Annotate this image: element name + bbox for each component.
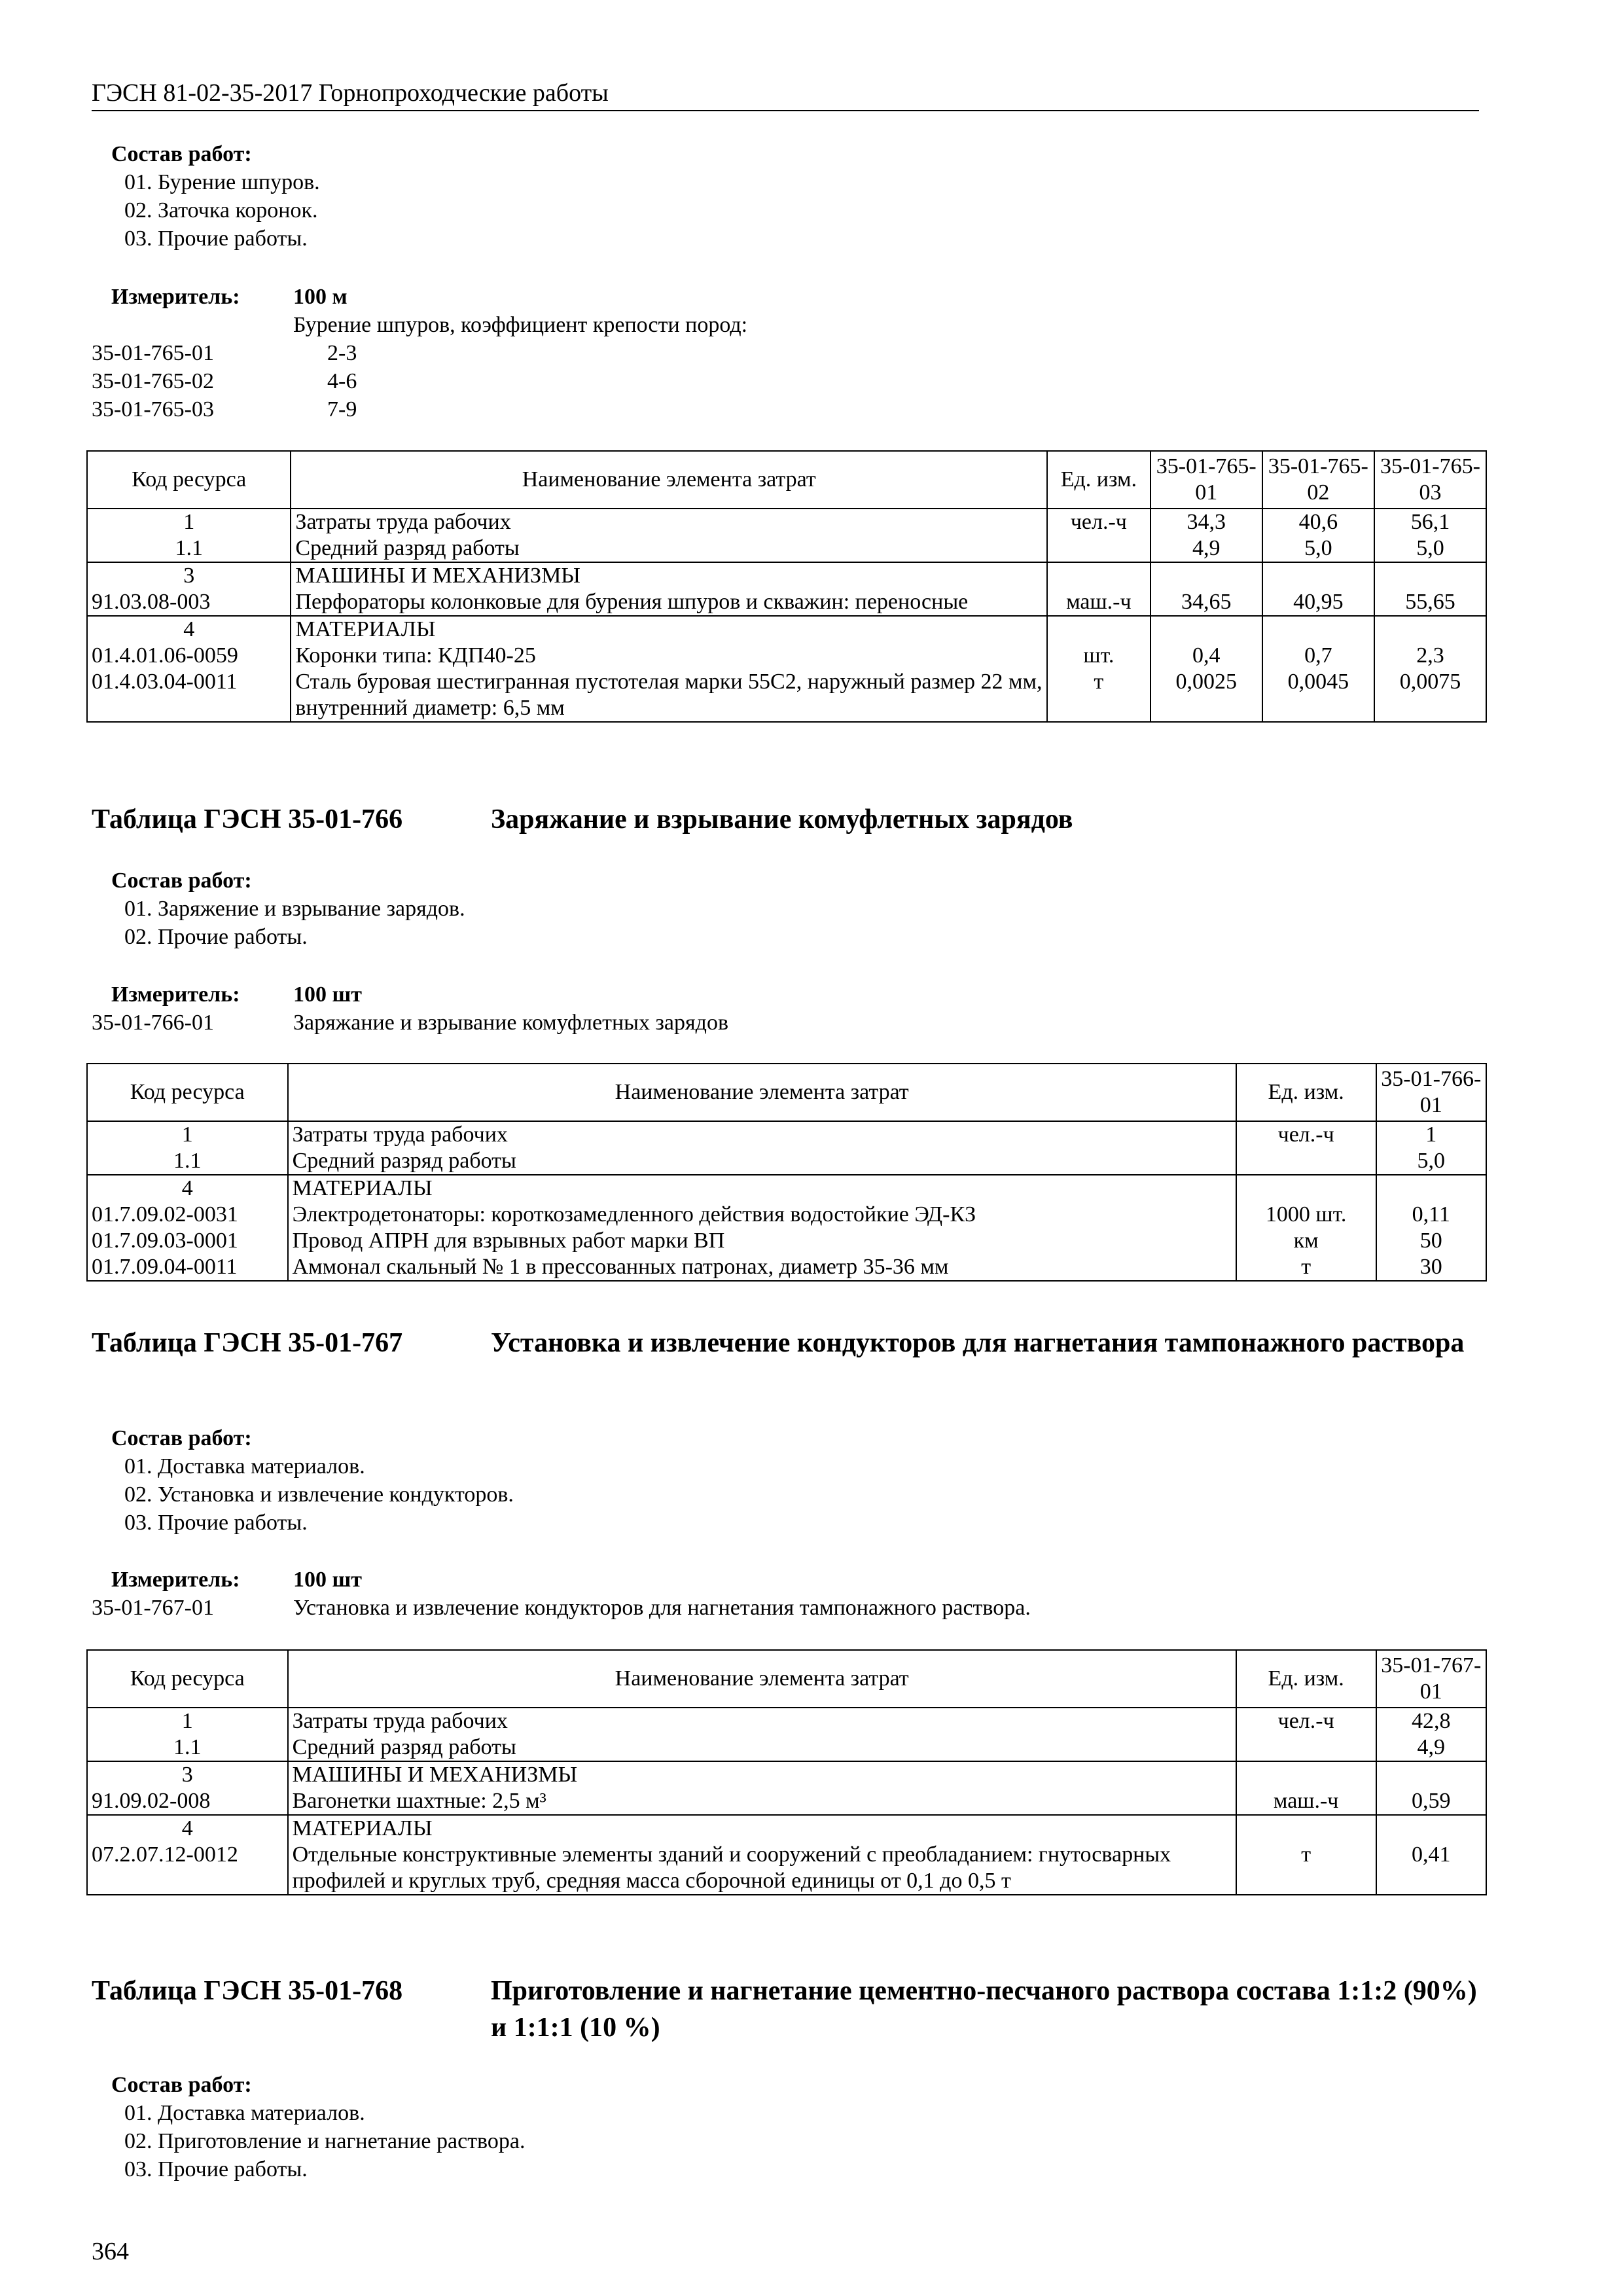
resource-group-name: МАШИНЫ И МЕХАНИЗМЫ: [288, 1761, 1236, 1788]
work-item: 02. Приготовление и нагнетание раствора.: [124, 2129, 526, 2153]
table-row: [87, 562, 1486, 589]
resource-name: Коронки типа: КДП40-25: [291, 643, 1047, 669]
work-item: 01. Доставка материалов.: [124, 1454, 365, 1479]
resource-name: Аммонал скальный № 1 в прессованных патронах, диаметр 35-36 мм: [288, 1254, 1236, 1281]
work-composition-title: Состав работ:: [111, 869, 252, 893]
table-row: [87, 535, 1486, 562]
work-item: 02. Установка и извлечение кондукторов.: [124, 1482, 514, 1507]
table-row: [87, 616, 1486, 643]
table-title-name: Приготовление и нагнетание цементно-песчаного раствора состава 1:1:2 (90%) и 1:1:1 (10 %): [491, 1976, 1477, 2043]
col-header-name: Наименование элемента затрат: [288, 1064, 1236, 1121]
resource-unit: км: [1236, 1228, 1376, 1254]
work-item: 01. Заряжение и взрывание зарядов.: [124, 897, 465, 921]
table-row: [87, 1815, 1486, 1842]
resource-value: 0,0045: [1262, 669, 1374, 722]
work-item: 03. Прочие работы.: [124, 1511, 308, 1535]
work-item: 01. Доставка материалов.: [124, 2101, 365, 2125]
resource-code: 01.4.01.06-0059: [87, 643, 291, 669]
norm-description: Установка и извлечение кондукторов для нагнетания тампонажного раствора.: [293, 1596, 1031, 1620]
resource-name: Затраты труда рабочих: [291, 509, 1047, 535]
resource-code: 01.7.09.03-0001: [87, 1228, 288, 1254]
table-row: [87, 1761, 1486, 1788]
table-row: [87, 1202, 1486, 1228]
resource-value: 0,7: [1262, 643, 1374, 669]
resource-name: Затраты труда рабочих: [288, 1708, 1236, 1734]
table-row: [87, 643, 1486, 669]
table-row: [87, 1254, 1486, 1281]
resource-group-name: МАШИНЫ И МЕХАНИЗМЫ: [291, 562, 1047, 589]
table-title-label: Таблица ГЭСН 35-01-768: [92, 1976, 403, 2006]
norm-description: Заряжание и взрывание комуфлетных зарядов: [293, 1011, 728, 1035]
resource-unit: чел.-ч: [1047, 509, 1150, 535]
resource-code: 01.4.03.04-0011: [87, 669, 291, 722]
resource-value: 5,0: [1262, 535, 1374, 562]
resource-value: 0,0075: [1374, 669, 1486, 722]
table-row: [87, 1175, 1486, 1202]
resource-value: 4,9: [1150, 535, 1262, 562]
resource-group-name: МАТЕРИАЛЫ: [288, 1815, 1236, 1842]
norm-value: 2-3: [327, 341, 357, 365]
work-item: 03. Прочие работы.: [124, 2157, 308, 2181]
norm-code: 35-01-765-02: [92, 369, 214, 393]
resource-value: 42,8: [1376, 1708, 1486, 1734]
meter-label: Измеритель:: [111, 285, 240, 309]
resource-name: Перфораторы колонковые для бурения шпуров и скважин: переносные: [291, 589, 1047, 616]
resource-unit: чел.-ч: [1236, 1708, 1376, 1734]
resource-value: 0,59: [1376, 1788, 1486, 1815]
resource-code: 4: [87, 1175, 288, 1202]
col-header-norm: 35-01-765-02: [1262, 451, 1374, 509]
resource-value: 4,9: [1376, 1734, 1486, 1761]
resource-value: 55,65: [1374, 589, 1486, 616]
work-composition-title: Состав работ:: [111, 1426, 252, 1450]
resource-code: 91.09.02-008: [87, 1788, 288, 1815]
col-header-name: Наименование элемента затрат: [288, 1650, 1236, 1708]
resource-table-765: [86, 450, 1487, 723]
col-header-name: Наименование элемента затрат: [291, 451, 1047, 509]
work-composition-title: Состав работ:: [111, 142, 252, 166]
table-row: [87, 1734, 1486, 1761]
resource-value: 34,3: [1150, 509, 1262, 535]
norm-code: 35-01-765-01: [92, 341, 214, 365]
resource-code: 4: [87, 1815, 288, 1842]
resource-value: 5,0: [1376, 1148, 1486, 1175]
resource-name: Электродетонаторы: короткозамедленного действия водостойкие ЭД-КЗ: [288, 1202, 1236, 1228]
meter-value: 100 м: [293, 285, 348, 309]
resource-code: 01.7.09.04-0011: [87, 1254, 288, 1281]
work-item: 03. Прочие работы.: [124, 226, 308, 251]
resource-code: 1: [87, 509, 291, 535]
table-row: [87, 1121, 1486, 1148]
col-header-norm: 35-01-765-01: [1150, 451, 1262, 509]
resource-unit: маш.-ч: [1047, 589, 1150, 616]
resource-code: 1: [87, 1121, 288, 1148]
resource-value: 5,0: [1374, 535, 1486, 562]
resource-unit: 1000 шт.: [1236, 1202, 1376, 1228]
col-header-code: Код ресурса: [87, 1650, 288, 1708]
resource-code: 4: [87, 616, 291, 643]
table-row: [87, 1228, 1486, 1254]
resource-name: Отдельные конструктивные элементы зданий и сооружений с преобладанием: гнутосварных профилей и круглых труб, средняя масса сборочной единицы от 0,1 до 0,5 т: [288, 1842, 1236, 1895]
resource-code: 3: [87, 562, 291, 589]
table-title-name: Установка и извлечение кондукторов для нагнетания тампонажного раствора: [491, 1328, 1465, 1358]
meter-label: Измеритель:: [111, 982, 240, 1007]
resource-value: 50: [1376, 1228, 1486, 1254]
norm-code: 35-01-765-03: [92, 397, 214, 422]
resource-unit: т: [1236, 1842, 1376, 1895]
resource-table-767: [86, 1649, 1487, 1895]
meter-description: Бурение шпуров, коэффициент крепости пород:: [293, 313, 748, 337]
col-header-unit: Ед. изм.: [1047, 451, 1150, 509]
resource-code: 1: [87, 1708, 288, 1734]
work-composition-title: Состав работ:: [111, 2073, 252, 2097]
col-header-norm: 35-01-767-01: [1376, 1650, 1486, 1708]
work-item: 01. Бурение шпуров.: [124, 170, 320, 194]
resource-table-766: [86, 1063, 1487, 1282]
norm-code: 35-01-767-01: [92, 1596, 214, 1620]
norm-value: 4-6: [327, 369, 357, 393]
resource-value: 0,41: [1376, 1842, 1486, 1895]
table-row: [87, 1788, 1486, 1815]
norm-code: 35-01-766-01: [92, 1011, 214, 1035]
table-title-label: Таблица ГЭСН 35-01-767: [92, 1328, 403, 1358]
resource-name: Затраты труда рабочих: [288, 1121, 1236, 1148]
meter-label: Измеритель:: [111, 1568, 240, 1592]
resource-unit: т: [1047, 669, 1150, 722]
table-row: [87, 589, 1486, 616]
resource-value: 2,3: [1374, 643, 1486, 669]
meter-value: 100 шт: [293, 982, 362, 1007]
resource-name: Средний разряд работы: [288, 1734, 1236, 1761]
col-header-unit: Ед. изм.: [1236, 1650, 1376, 1708]
resource-value: 56,1: [1374, 509, 1486, 535]
resource-value: 0,0025: [1150, 669, 1262, 722]
resource-code: 1.1: [87, 535, 291, 562]
resource-code: 1.1: [87, 1734, 288, 1761]
col-header-unit: Ед. изм.: [1236, 1064, 1376, 1121]
resource-name: Средний разряд работы: [291, 535, 1047, 562]
resource-name: Провод АПРН для взрывных работ марки ВП: [288, 1228, 1236, 1254]
table-row: [87, 669, 1486, 722]
resource-unit: маш.-ч: [1236, 1788, 1376, 1815]
page-number: 364: [92, 2238, 129, 2265]
table-row: [87, 1148, 1486, 1175]
work-item: 02. Заточка коронок.: [124, 198, 318, 223]
resource-group-name: МАТЕРИАЛЫ: [291, 616, 1047, 643]
table-title-name: Заряжание и взрывание комуфлетных зарядов: [491, 804, 1073, 834]
resource-code: 3: [87, 1761, 288, 1788]
resource-name: Средний разряд работы: [288, 1148, 1236, 1175]
work-item: 02. Прочие работы.: [124, 925, 308, 949]
col-header-code: Код ресурса: [87, 1064, 288, 1121]
col-header-norm: 35-01-766-01: [1376, 1064, 1486, 1121]
table-row: [87, 1708, 1486, 1734]
table-row: [87, 509, 1486, 535]
resource-unit: чел.-ч: [1236, 1121, 1376, 1148]
norm-value: 7-9: [327, 397, 357, 422]
resource-unit: [1047, 535, 1150, 562]
resource-value: 40,95: [1262, 589, 1374, 616]
resource-value: 34,65: [1150, 589, 1262, 616]
resource-value: 1: [1376, 1121, 1486, 1148]
resource-group-name: МАТЕРИАЛЫ: [288, 1175, 1236, 1202]
table-row: [87, 1842, 1486, 1895]
meter-value: 100 шт: [293, 1568, 362, 1592]
resource-name: Сталь буровая шестигранная пустотелая марки 55С2, наружный размер 22 мм, внутренний диаметр: 6,5 мм: [291, 669, 1047, 722]
resource-value: 0,4: [1150, 643, 1262, 669]
resource-name: Вагонетки шахтные: 2,5 м³: [288, 1788, 1236, 1815]
resource-value: 40,6: [1262, 509, 1374, 535]
resource-code: 07.2.07.12-0012: [87, 1842, 288, 1895]
resource-code: 91.03.08-003: [87, 589, 291, 616]
resource-unit: шт.: [1047, 643, 1150, 669]
resource-unit: т: [1236, 1254, 1376, 1281]
resource-code: 1.1: [87, 1148, 288, 1175]
resource-code: 01.7.09.02-0031: [87, 1202, 288, 1228]
table-title-label: Таблица ГЭСН 35-01-766: [92, 804, 403, 834]
col-header-code: Код ресурса: [87, 451, 291, 509]
resource-value: 30: [1376, 1254, 1486, 1281]
col-header-norm: 35-01-765-03: [1374, 451, 1486, 509]
running-header: ГЭСН 81-02-35-2017 Горнопроходческие работы: [92, 79, 1479, 111]
resource-value: 0,11: [1376, 1202, 1486, 1228]
